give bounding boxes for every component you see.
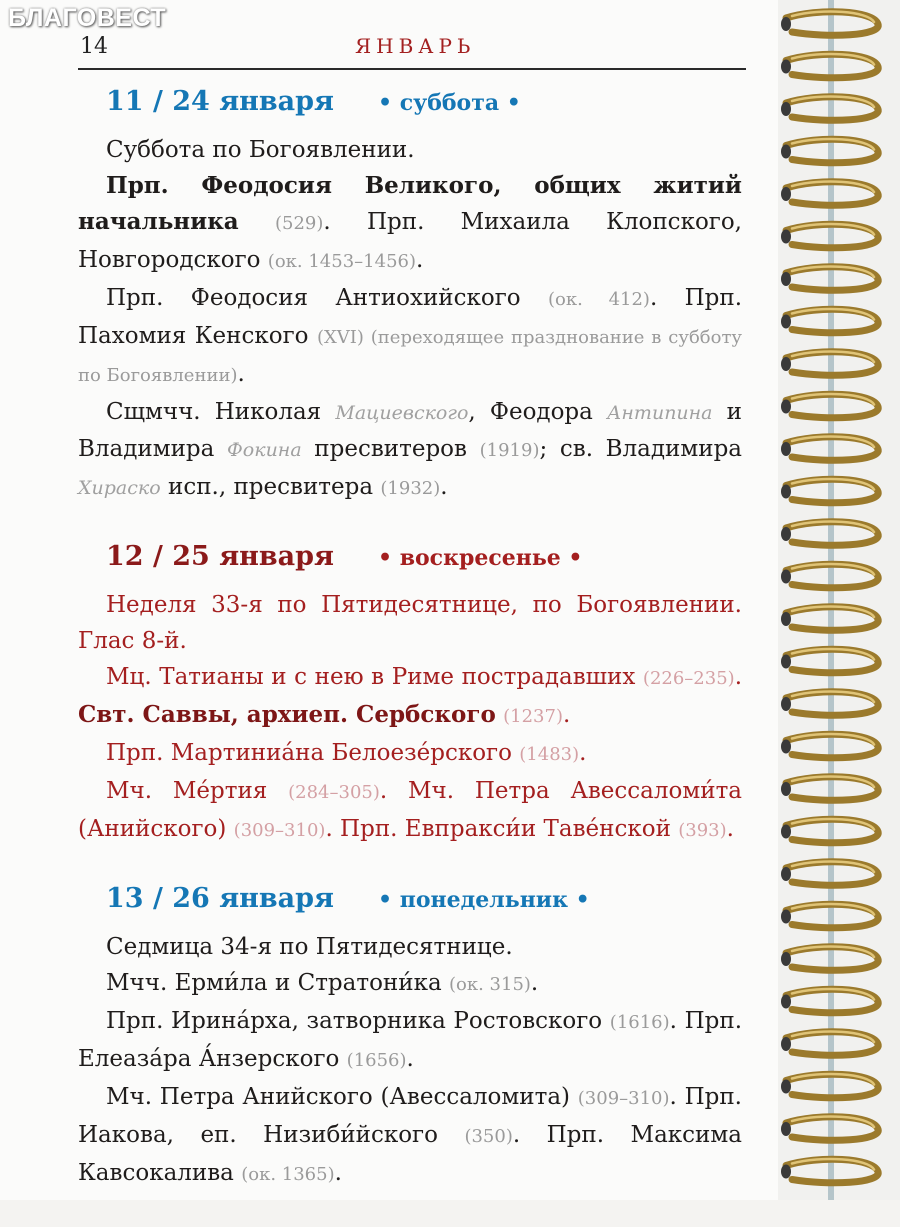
page-content (78, 86, 742, 1227)
paragraph: Седмица 34-я по Пятидесятнице. (106, 934, 513, 960)
day-header (78, 541, 742, 587)
binding-hole (781, 952, 791, 966)
day-weekday: • суббота • (378, 90, 521, 116)
binding-hole (781, 400, 791, 414)
binding-hole (781, 230, 791, 244)
paragraph: Прп. Ирина́рха, затворника Ростовского (1616). Прп. Елеаза́ра А́нзерского (1656). (78, 1008, 743, 1072)
day-entry (78, 883, 742, 1193)
binding-hole (781, 272, 791, 286)
day-entry (78, 86, 742, 507)
paragraph: Мчч. Ерми́ла и Стратони́ка (ок. 315). (106, 970, 539, 996)
day-header (78, 883, 742, 929)
binding-hole (781, 102, 791, 116)
binding-hole (781, 145, 791, 159)
binding-hole (781, 60, 791, 74)
feast-bold: Свт. Саввы, архиеп. Сербского (78, 701, 496, 728)
binding-hole (781, 527, 791, 541)
binding-hole (781, 17, 791, 31)
paragraph: Суббота по Богоявлении. (106, 137, 415, 163)
day-weekday: • воскресенье • (378, 545, 583, 571)
spiral-binding (778, 0, 900, 1200)
header-rule (78, 68, 746, 70)
binding-hole (781, 910, 791, 924)
binding-hole (781, 1165, 791, 1179)
paragraph: Прп. Феодосия Антиохийского (ок. 412). Прп. Пахомия Кенского (XVI) (переходящее празднование в субботу по Богоявлении). (78, 285, 743, 387)
binding-hole (781, 485, 791, 499)
day-weekday: • понедельник • (378, 887, 590, 913)
binding-hole (781, 1037, 791, 1051)
binding-hole (781, 697, 791, 711)
paragraph: Мч. Ме́ртия (284–305). Мч. Петра Авессаломи́та (Анийского) (309–310). Прп. Евпракси́и Таве́нской (393). (78, 778, 743, 842)
day-header (78, 86, 742, 132)
binding-hole (781, 867, 791, 881)
paragraph: Мц. Татианы и с нею в Риме пострадавших (226–235). Свт. Саввы, архиеп. Сербского (1237). (78, 664, 742, 728)
binding-hole (781, 570, 791, 584)
running-head: ЯНВАРЬ (355, 34, 476, 58)
paragraph: Неделя 33-я по Пятидесятнице, по Богоявлении. Глас 8-й. (78, 592, 742, 654)
binding-hole (781, 357, 791, 371)
binding-hole (781, 1080, 791, 1094)
paragraph: Прп. Феодосия Великого, общих житий начальника (529). Прп. Михаила Клопского, Новгородского (ок. 1453–1456). (78, 172, 742, 273)
day-date: 13 / 26 января (106, 883, 334, 914)
day-entry (78, 541, 742, 849)
day-date: 12 / 25 января (106, 541, 334, 572)
paragraph: Сщмчч. Николая Мациевского, Феодора Антипина и Владимира Фокина пресвитеров (1919); св. Владимира Хираско исп., пресвитера (1932). (78, 399, 743, 500)
binding-hole (781, 655, 791, 669)
feast-bold: Прп. Феодосия Великого, общих житий начальника (78, 172, 742, 235)
paragraph: Мч. Петра Анийского (Авессаломита) (309–310). Прп. Иакова, еп. Низиби́йского (350). Прп. Максима Кавсокалива (ок. 1365). (78, 1084, 742, 1186)
binding-hole (781, 187, 791, 201)
binding-hole (781, 740, 791, 754)
binding-hole (781, 612, 791, 626)
binding-hole (781, 825, 791, 839)
binding-hole (781, 315, 791, 329)
binding-hole (781, 995, 791, 1009)
page-number: 14 (80, 34, 108, 59)
day-date: 11 / 24 января (106, 86, 334, 117)
watermark-logo: БЛАГОВЕСТ (8, 4, 167, 32)
binding-hole (781, 782, 791, 796)
binding-hole (781, 442, 791, 456)
paragraph: Прп. Мартиниа́на Белоезе́рского (1483). (106, 740, 587, 766)
binding-hole (781, 1122, 791, 1136)
